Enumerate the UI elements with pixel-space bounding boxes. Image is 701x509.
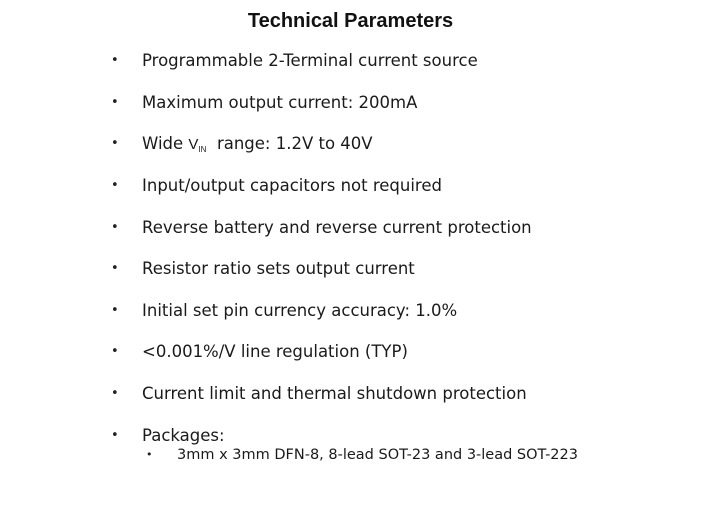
- bullet-text-prefix: Wide: [142, 134, 184, 153]
- slide-title: Technical Parameters: [247, 10, 454, 32]
- bullet-marker: •: [111, 386, 119, 401]
- bullet-marker: •: [111, 344, 119, 359]
- bullet-text: Packages:: [142, 426, 225, 445]
- bullet-marker: •: [111, 428, 119, 443]
- bullet-item: [0, 50, 701, 74]
- bullet-marker: •: [111, 53, 119, 68]
- bullet-item: [0, 92, 701, 116]
- bullet-marker: •: [111, 303, 119, 318]
- vin-symbol-subscript: IN: [198, 145, 207, 154]
- bullet-marker: •: [111, 220, 119, 235]
- bullet-text: Input/output capacitors not required: [142, 176, 442, 195]
- bullet-marker: •: [111, 261, 119, 276]
- bullet-item: [0, 300, 701, 324]
- bullet-text: <0.001%/V line regulation (TYP): [142, 342, 408, 361]
- bullet-marker: •: [111, 136, 119, 151]
- sub-bullet-marker: •: [146, 448, 153, 461]
- bullet-text-suffix: range: 1.2V to 40V: [216, 134, 373, 153]
- vin-symbol-main: V: [188, 136, 199, 153]
- bullet-item: [0, 217, 701, 241]
- bullet-text: Reverse battery and reverse current protection: [142, 218, 532, 237]
- bullet-item: [0, 133, 701, 157]
- bullet-item: [0, 383, 701, 407]
- bullet-marker: •: [111, 178, 119, 193]
- bullet-text: Initial set pin currency accuracy: 1.0%: [142, 301, 458, 320]
- bullet-item: [0, 341, 701, 365]
- bullet-text: Programmable 2-Terminal current source: [142, 51, 478, 70]
- bullet-text: [142, 133, 373, 161]
- vin-symbol: [188, 136, 206, 153]
- bullet-text: Current limit and thermal shutdown protection: [142, 384, 527, 403]
- bullet-text: Resistor ratio sets output current: [142, 259, 415, 278]
- bullet-item: [0, 258, 701, 282]
- sub-bullet-item: [0, 446, 701, 470]
- bullet-marker: •: [111, 95, 119, 110]
- bullet-text: Maximum output current: 200mA: [142, 93, 418, 112]
- bullet-item: [0, 175, 701, 199]
- sub-bullet-text: 3mm x 3mm DFN-8, 8-lead SOT-23 and 3-lead SOT-223: [177, 447, 578, 463]
